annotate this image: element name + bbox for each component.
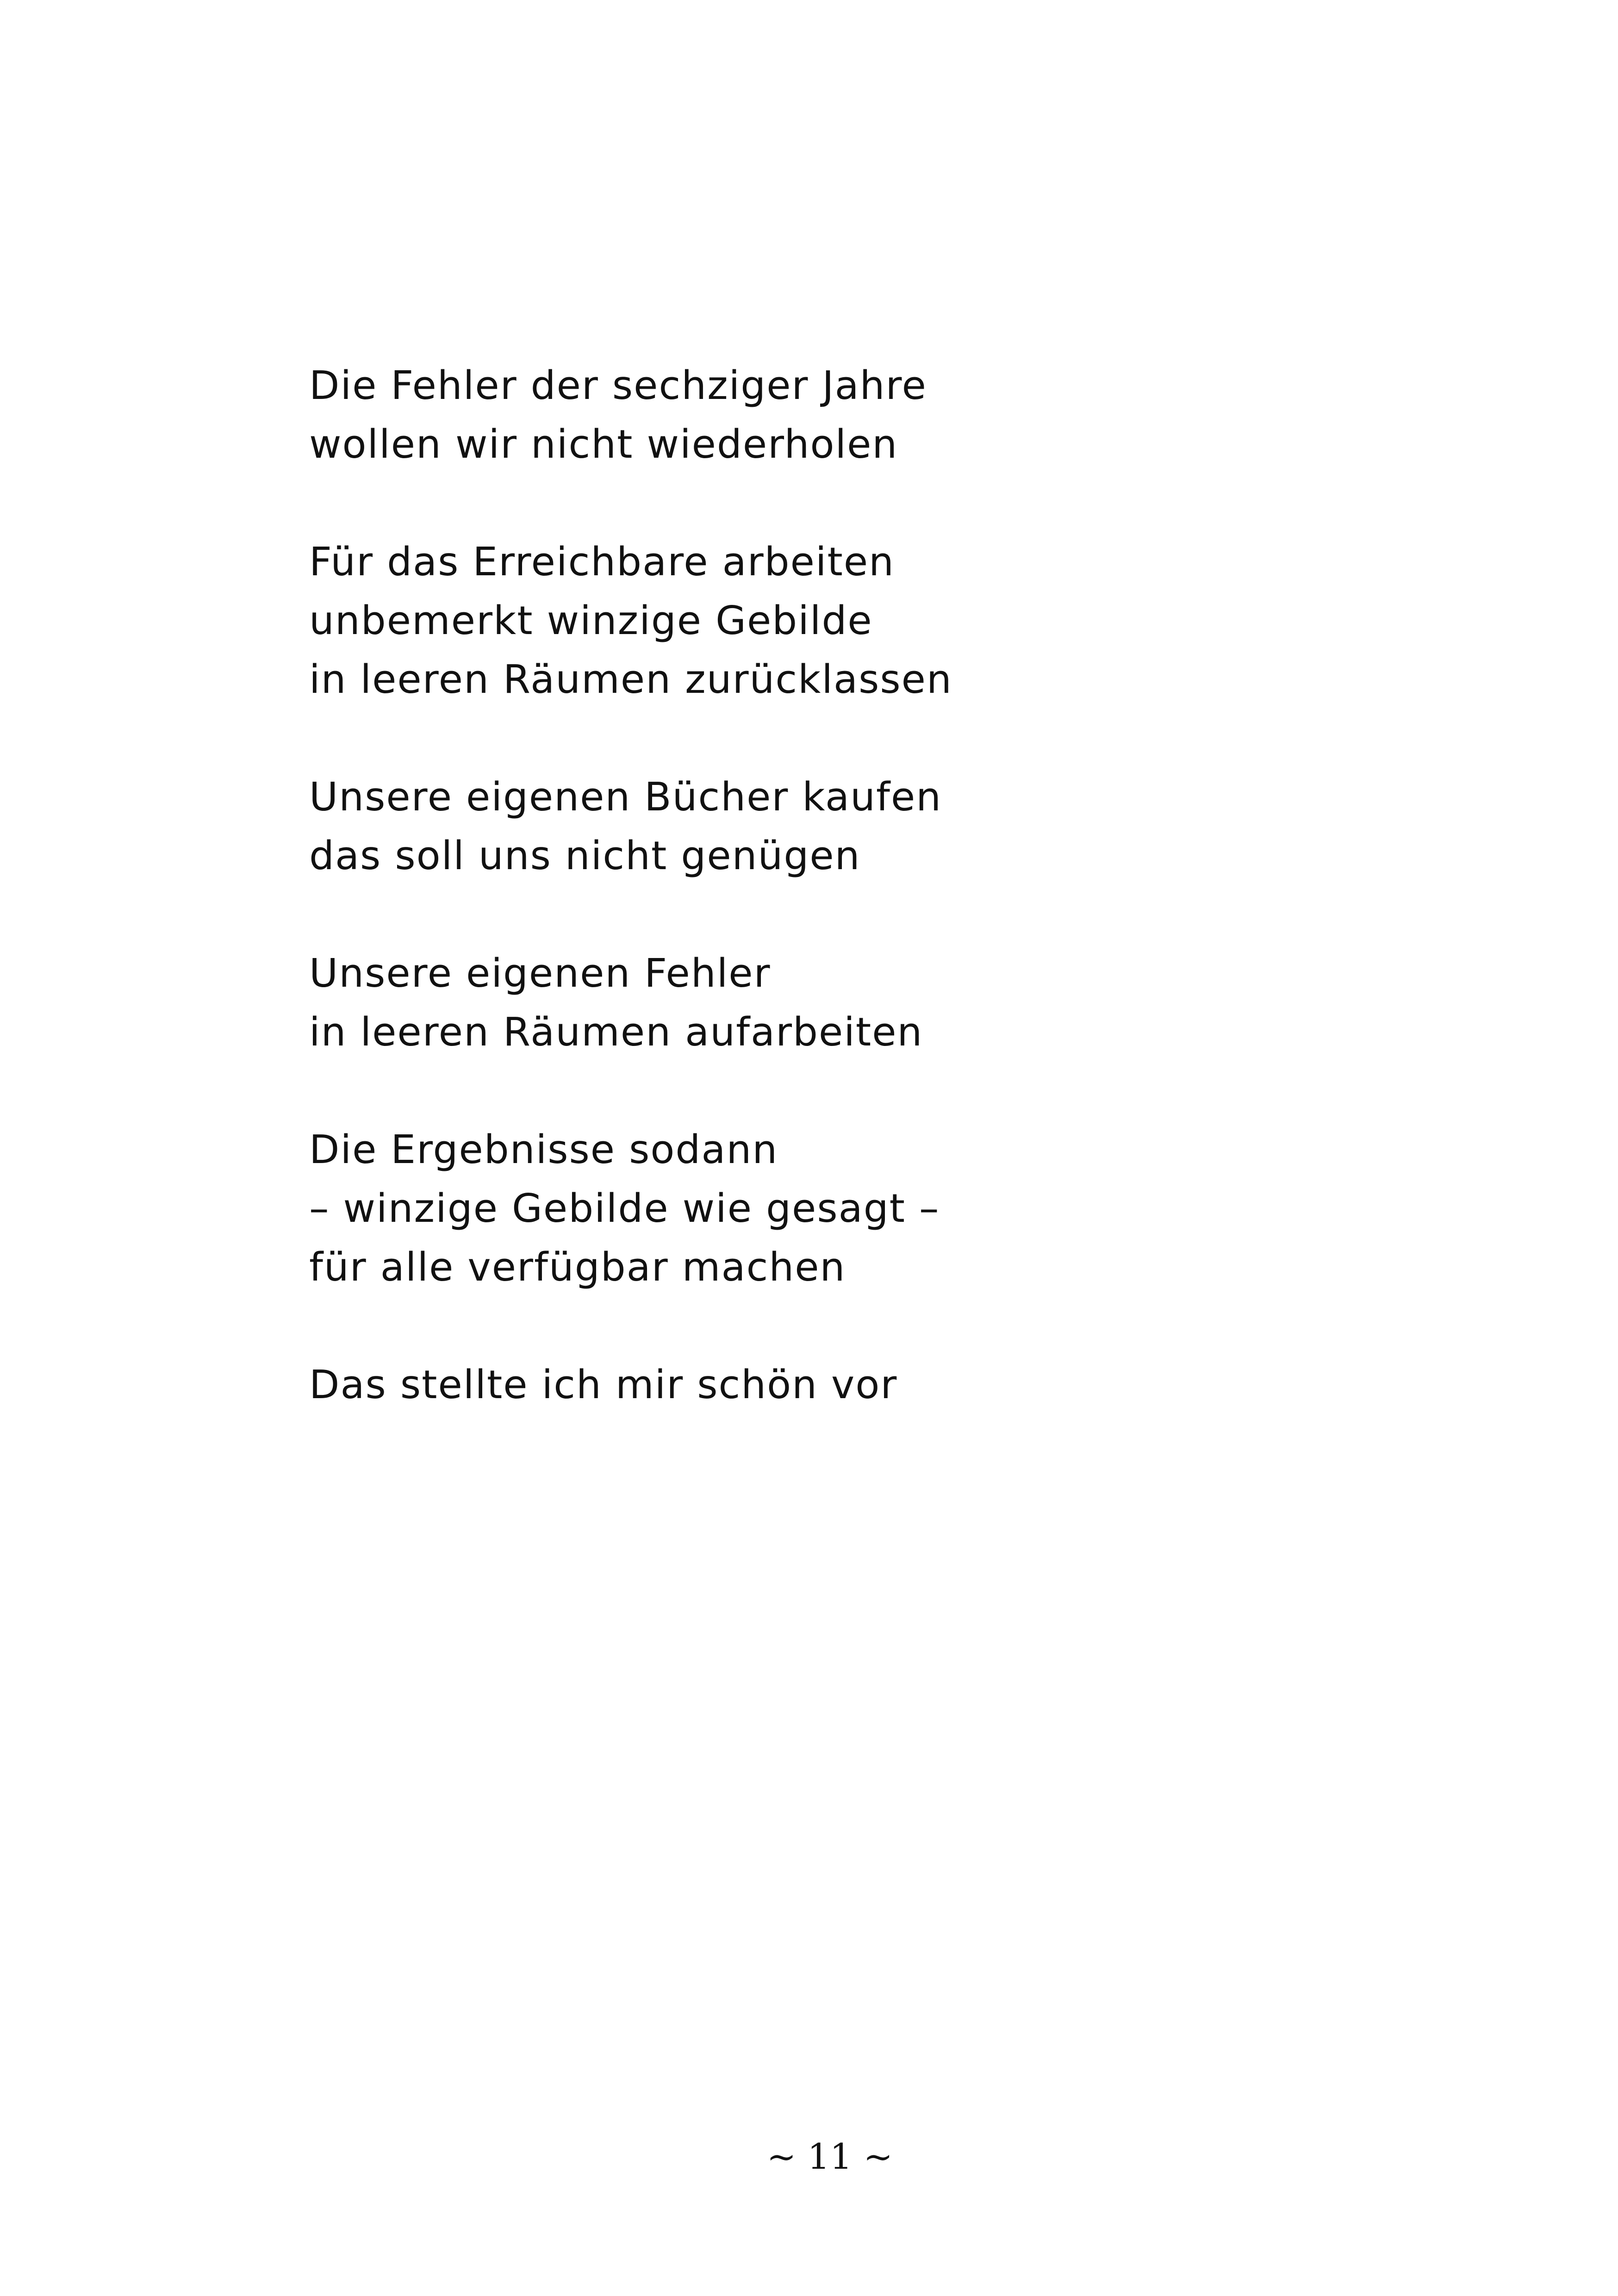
poem-line: Die Fehler der sechziger Jahre: [309, 363, 927, 409]
stanza-5: [309, 1120, 1420, 1297]
poem-line: wollen wir nicht wiederholen: [309, 422, 898, 467]
poem-body: [309, 356, 1420, 1414]
poem-line: das soll uns nicht genügen: [309, 833, 861, 879]
page-number: ~ 11 ~: [766, 2136, 893, 2177]
stanza-4: [309, 944, 1420, 1062]
stanza-2: [309, 533, 1420, 709]
poem-line: Unsere eigenen Bücher kaufen: [309, 774, 942, 820]
poem-line: für alle verfügbar machen: [309, 1244, 846, 1290]
poem-line: Unsere eigenen Fehler: [309, 951, 771, 996]
stanza-6: [309, 1356, 1420, 1414]
stanza-3: [309, 768, 1420, 885]
poem-line: Für das Erreichbare arbeiten: [309, 539, 895, 585]
poem-line: in leeren Räumen aufarbeiten: [309, 1009, 923, 1055]
poem-line: Das stellte ich mir schön vor: [309, 1362, 898, 1408]
poem-line: Die Ergebnisse sodann: [309, 1127, 778, 1173]
poem-line: – winzige Gebilde wie gesagt –: [309, 1186, 940, 1232]
poem-line: unbemerkt winzige Gebilde: [309, 598, 873, 644]
stanza-1: [309, 356, 1420, 474]
poem-line: in leeren Räumen zurücklassen: [309, 657, 952, 703]
